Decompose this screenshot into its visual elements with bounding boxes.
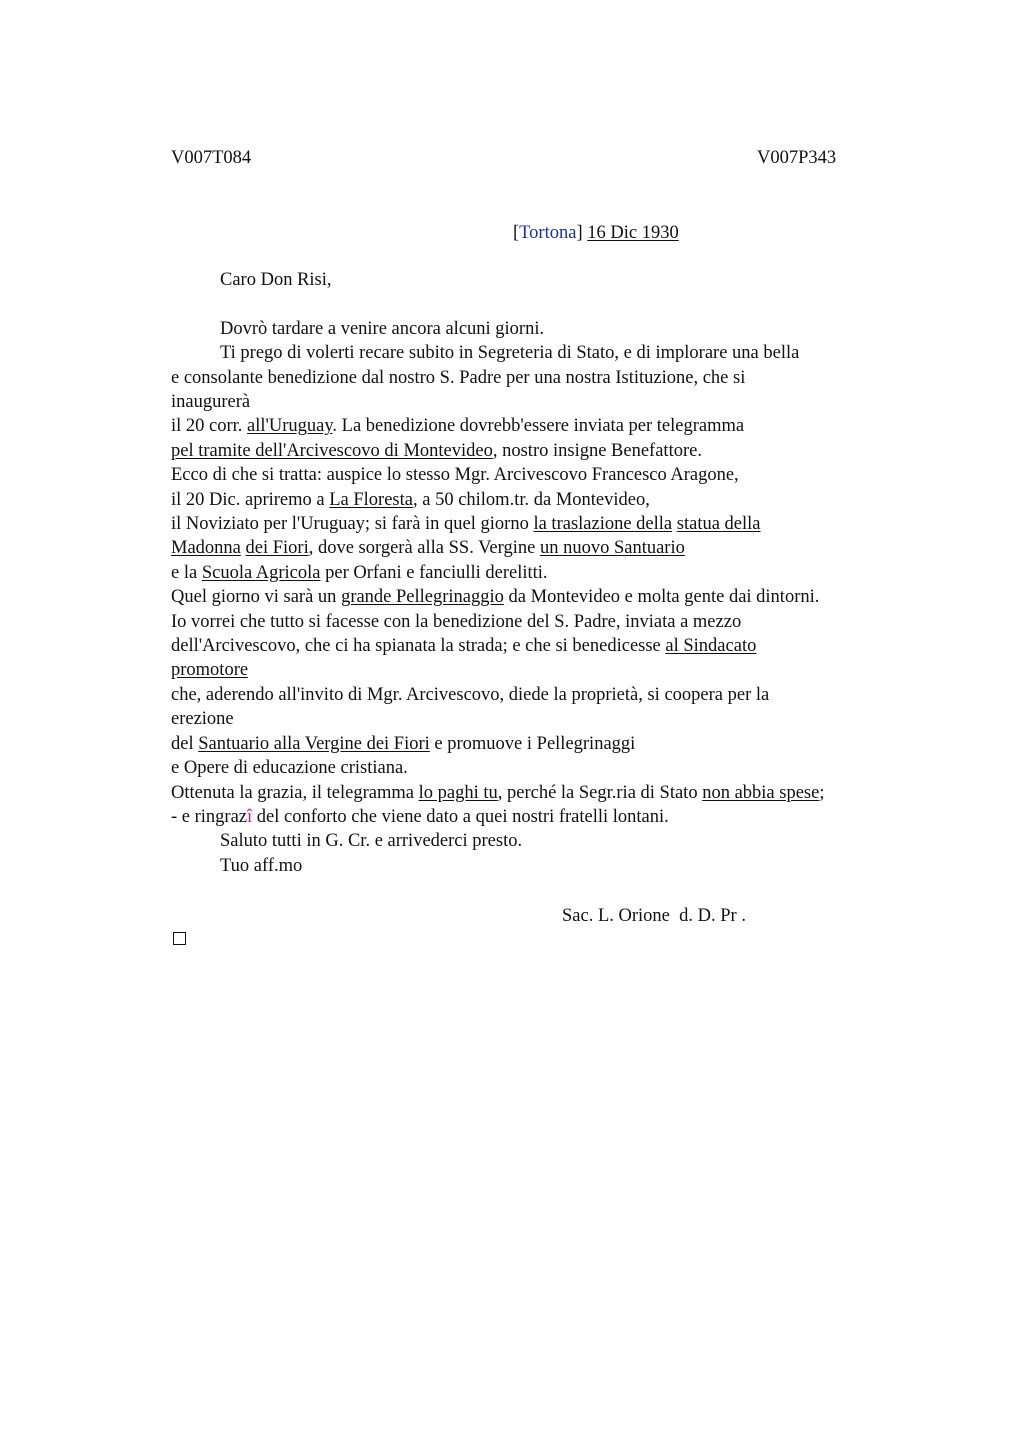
text-run: del: [171, 733, 199, 754]
blank-line: [171, 292, 931, 316]
underlined-run: dei Fiori: [245, 538, 309, 559]
letter-line-8: [171, 488, 931, 512]
underlined-run: un nuovo Santuario: [539, 538, 685, 559]
text-run: , perché la Segr.ria di Stato: [497, 782, 703, 803]
letter-line-9: [171, 512, 931, 536]
letter-line-19: e Opere di educazione cristiana.: [171, 758, 408, 779]
underlined-run: all'Uruguay: [247, 416, 333, 437]
letter-line-13: Io vorrei che tutto si facesse con la benedizione del S. Padre, inviata a mezzo: [171, 611, 742, 632]
letter-line-21: [171, 805, 931, 829]
text-run: il 20 corr.: [171, 416, 248, 437]
volume-code-right: V007P343: [757, 148, 837, 168]
underlined-run: Madonna: [171, 538, 241, 559]
letter-line-6: [171, 439, 931, 463]
letter-line-5: [171, 414, 931, 438]
letter-line-20: [171, 781, 931, 805]
text-run: Ottenuta la grazia, il telegramma: [171, 782, 419, 803]
letter-line-22: Saluto tutti in G. Cr. e arrivederci presto.: [220, 831, 523, 852]
underlined-run: Scuola Agricola: [201, 562, 321, 583]
text-run: da Montevideo e molta gente dai dintorni.: [503, 587, 820, 608]
dateline-close-bracket: ]: [576, 223, 583, 243]
underlined-run: promotore: [171, 660, 249, 681]
letter-line-10: [171, 536, 931, 560]
signature: Sac. L. Orione d. D. Pr .: [562, 906, 746, 926]
letter-line-12: [171, 585, 931, 609]
letter-line-15: [171, 658, 931, 682]
letter-line-3: e consolante benedizione dal nostro S. Padre per una nostra Istituzione, che si: [171, 367, 746, 388]
letter-line-18: [171, 732, 931, 756]
letter-line-1: Dovrò tardare a venire ancora alcuni giorni.: [220, 318, 545, 339]
underlined-run: pel tramite dell'Arcivescovo di Montevideo: [171, 440, 493, 461]
underlined-run: non abbia spese: [702, 782, 820, 803]
text-run: e promuove i Pellegrinaggi: [429, 733, 636, 754]
letter-line-7: Ecco di che si tratta: auspice lo stesso Mgr. Arcivescovo Francesco Aragone,: [171, 465, 739, 486]
text-run: dell'Arcivescovo, che ci ha spianata la strada; e che si benedicesse: [171, 636, 666, 657]
text-run: e la: [171, 562, 202, 583]
letter-line-11: [171, 561, 931, 585]
underlined-run: lo paghi tu: [418, 782, 498, 803]
text-run: del conforto che viene dato a quei nostri fratelli lontani.: [252, 806, 669, 827]
text-run: il Noviziato per l'Uruguay; si farà in quel giorno: [171, 514, 534, 535]
volume-code-left: V007T084: [171, 148, 252, 168]
letter-line-2: Ti prego di volerti recare subito in Segreteria di Stato, e di implorare una bella: [220, 343, 800, 364]
text-run: , dove sorgerà alla SS. Vergine: [308, 538, 540, 559]
end-square-icon: [173, 932, 186, 945]
underlined-run: La Floresta: [329, 489, 413, 510]
text-run: ;: [819, 782, 825, 803]
letter-greeting: Caro Don Risi,: [220, 270, 332, 290]
letter-body: [171, 268, 931, 878]
letter-line-17: erezione: [171, 709, 234, 730]
underlined-run: la traslazione della: [533, 514, 673, 535]
text-run: , nostro insigne Benefattore.: [492, 440, 702, 461]
underlined-run: Santuario alla Vergine dei Fiori: [198, 733, 430, 754]
text-run: . La benedizione dovrebb'essere inviata per telegramma: [332, 416, 745, 437]
dateline-open-bracket: [: [513, 223, 520, 243]
underlined-run: grande Pellegrinaggio: [341, 587, 504, 608]
letter-line-14: [171, 634, 931, 658]
dateline: [513, 221, 679, 245]
dateline-date: 16 Dic 1930: [587, 223, 679, 243]
dateline-place: Tortona: [519, 223, 577, 243]
highlighted-char: î: [247, 806, 253, 827]
letter-line-16: che, aderendo all'invito di Mgr. Arcivescovo, diede la proprietà, si coopera per la: [171, 684, 770, 705]
text-run: il 20 Dic. apriremo a: [171, 489, 330, 510]
letter-line-4: inaugurerà: [171, 392, 251, 413]
underlined-run: statua della: [676, 514, 761, 535]
text-run: per Orfani e fanciulli derelitti.: [320, 562, 548, 583]
text-run: , a 50 chilom.tr. da Montevideo,: [412, 489, 650, 510]
underlined-run: al Sindacato: [665, 636, 757, 657]
text-run: Quel giorno vi sarà un: [171, 587, 342, 608]
letter-closing: Tuo aff.mo: [220, 855, 303, 876]
text-run: - e ringraz: [171, 806, 248, 827]
